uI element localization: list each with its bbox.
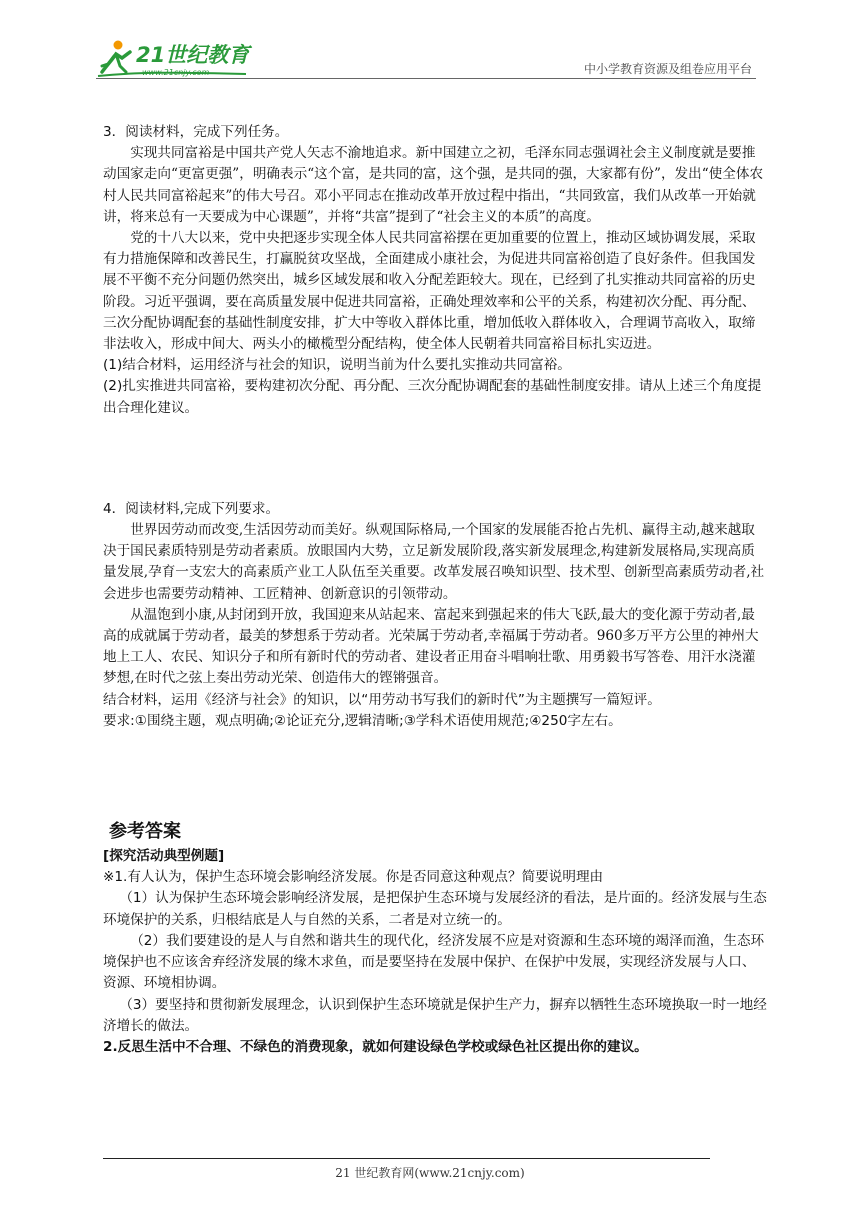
footer-divider [103, 1158, 710, 1159]
reference-answers [103, 820, 768, 1058]
answers-heading: 参考答案 [109, 821, 181, 843]
answer-item-1: ※1.有人认为，保护生态环境会影响经济发展。你是否同意这种观点？简要说明理由 [103, 869, 604, 886]
question-4-material-1: 世界因劳动而改变,生活因劳动而美好。纵观国际格局,一个国家的发展能否抢占先机、赢得主动,越来越取决于国民素质特别是劳动者素质。放眼国内大势，立足新发展阶段,落实新发展理念,构建新发展格局,实现高质量发展,孕育一支宏大的高素质产业工人队伍至关重要。改革发展召唤知识型、技术型、创新型高素质劳动者,社会进步也需要劳动精神、工匠精神、创新意识的引领带动。 [103, 522, 765, 602]
page-header [96, 36, 760, 80]
svg-text:www.21cnjy.com: www.21cnjy.com [142, 68, 210, 77]
question-3-title: 3．阅读材料，完成下列任务。 [103, 124, 289, 140]
header-divider [96, 78, 756, 79]
question-4-title: 4．阅读材料,完成下列要求。 [103, 500, 280, 517]
question-3-material-1: 实现共同富裕是中国共产党人矢志不渝地追求。新中国建立之初，毛泽东同志强调社会主义制度就是要推动国家走向“更富更强”，明确表示“这个富，是共同的富，这个强，是共同的强，大家都有份”，发出“使全体农村人民共同富裕起来”的伟大号召。邓小平同志在推动改革开放过程中指出，“共同致富，我们从改革一开始就讲，将来总有一天要成为中心课题”，并将“共富”提到了“社会主义的本质”的高度。 [103, 145, 764, 225]
answer-space [103, 732, 768, 820]
site-logo [96, 36, 286, 80]
question-4-requirements: 要求:①围绕主题，观点明确;②论证充分,逻辑清晰;③学科术语使用规范;④250字左右。 [103, 712, 622, 729]
question-4-task: 结合材料，运用《经济与社会》的知识，以“用劳动书写我们的新时代”为主题撰写一篇短评。 [103, 691, 661, 708]
question-4-material-2: 从温饱到小康,从封闭到开放，我国迎来从站起来、富起来到强起来的伟大飞跃,最大的变化源于劳动者,最高的成就属于劳动者，最美的梦想系于劳动者。光荣属于劳动者,幸福属于劳动者。960多万平方公里的神州大地上工人、农民、知识分子和所有新时代的劳动者、建设者正用奋斗唱响壮歌、用勇毅书写答卷、用汗水浇灌梦想,在时代之弦上奏出劳动光荣、创造伟大的铿锵强音。 [103, 606, 759, 687]
question-3-task-1: (1)结合材料，运用经济与社会的知识，说明当前为什么要扎实推动共同富裕。 [103, 357, 571, 374]
answers-section-label: [探究活动典型例题] [103, 848, 225, 865]
answer-1-point-2: （2）我们要建设的是人与自然和谐共生的现代化，经济发展不应是对资源和生态环境的竭泽而渔，生态环境保护也不应该舍弃经济发展的缘木求鱼，而是要坚持在发展中保护、在保护中发展，实现经济发展与人口、资源、环境相协调。 [103, 932, 765, 992]
document-body [103, 122, 768, 1058]
question-3 [103, 122, 768, 419]
answer-1-point-3: （3）要坚持和贯彻新发展理念，认识到保护生态环境就是保护生产力，摒弃以牺牲生态环境换取一时一地经济增长的做法。 [103, 996, 767, 1034]
question-4 [103, 499, 768, 732]
answer-space [103, 419, 768, 499]
svg-text:21世纪教育: 21世纪教育 [136, 43, 250, 67]
platform-name: 中小学教育资源及组卷应用平台 [583, 62, 752, 76]
question-3-material-2: 党的十八大以来，党中央把逐步实现全体人民共同富裕摆在更加重要的位置上，推动区域协调发展，采取有力措施保障和改善民生，打赢脱贫攻坚战，全面建成小康社会，为促进共同富裕创造了良好条件。但我国发展不平衡不充分问题仍然突出，城乡区域发展和收入分配差距较大。现在，已经到了扎实推动共同富裕的历史阶段。习近平强调，要在高质量发展中促进共同富裕，正确处理效率和公平的关系，构建初次分配、再分配、三次分配协调配套的基础性制度安排，扩大中等收入群体比重，增加低收入群体收入，合理调节高收入，取缔非法收入，形成中间大、两头小的橄榄型分配结构，使全体人民朝着共同富裕目标扎实迈进。 [103, 230, 756, 353]
answer-1-point-1: （1）认为保护生态环境会影响经济发展，是把保护生态环境与发展经济的看法，是片面的。经济发展与生态环境保护的关系，归根结底是人与自然的关系，二者是对立统一的。 [103, 890, 767, 928]
question-3-task-2: (2)扎实推进共同富裕，要构建初次分配、再分配、三次分配协调配套的基础性制度安排。请从上述三个角度提出合理化建议。 [103, 378, 762, 416]
page-footer: 21 世纪教育网(www.21cnjy.com) [335, 1166, 525, 1180]
answer-item-2: 2.反思生活中不合理、不绿色的消费现象，就如何建设绿色学校或绿色社区提出你的建议。 [103, 1038, 648, 1055]
